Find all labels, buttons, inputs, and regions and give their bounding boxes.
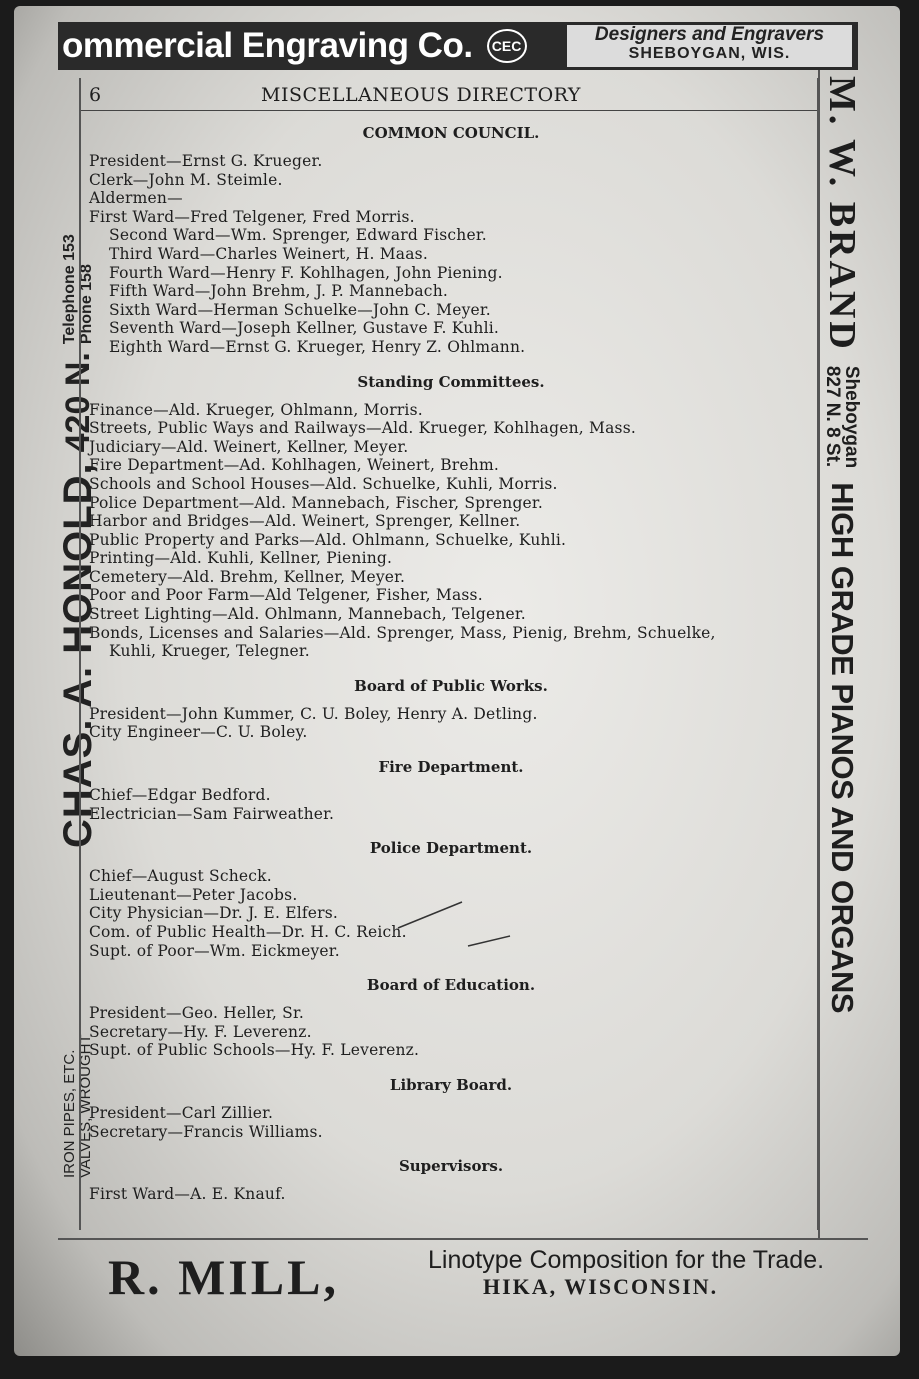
left-ad-products-line2: VALVES, WROUGHT xyxy=(77,1034,94,1178)
left-ad-phone-1: Telephone 153 xyxy=(61,234,78,345)
directory-entry: Sixth Ward—Herman Schuelke—John C. Meyer. xyxy=(109,300,491,319)
directory-entry: Finance—Ald. Krueger, Ohlmann, Morris. xyxy=(89,400,423,419)
left-ad-phone-2: Phone 158 xyxy=(78,264,95,345)
directory-entry: Eighth Ward—Ernst G. Krueger, Henry Z. Ohlmann. xyxy=(109,337,526,356)
right-ad-products: HIGH GRADE PIANOS AND ORGANS xyxy=(825,482,860,1014)
right-ad-city: Sheboygan xyxy=(841,365,862,469)
bottom-ad-tagline: Linotype Composition for the Trade. xyxy=(428,1246,825,1274)
top-ad-banner xyxy=(58,22,858,70)
page-title: MISCELLANEOUS DIRECTORY xyxy=(261,84,581,106)
directory-entry: Cemetery—Ald. Brehm, Kellner, Meyer. xyxy=(89,567,406,586)
directory-entry: Clerk—John M. Steimle. xyxy=(89,170,283,189)
section-heading: Board of Education. xyxy=(366,976,536,995)
directory-entry: Chief—Edgar Bedford. xyxy=(89,786,271,805)
directory-entry: Lieutenant—Peter Jacobs. xyxy=(89,885,298,904)
directory-entry: City Engineer—C. U. Boley. xyxy=(89,723,308,742)
directory-entry: Bonds, Licenses and Salaries—Ald. Sprenger, Mass, Pienig, Brehm, Schuelke, xyxy=(89,623,716,642)
bottom-ad-location: HIKA, WISCONSIN. xyxy=(483,1274,719,1299)
directory-entry: Judiciary—Ald. Weinert, Kellner, Meyer. xyxy=(89,437,409,456)
directory-entry: City Physician—Dr. J. E. Elfers. xyxy=(89,904,339,923)
directory-entry: Fourth Ward—Henry F. Kohlhagen, John Piening. xyxy=(109,263,503,282)
left-vertical-ad xyxy=(30,88,100,1228)
directory-entry: Com. of Public Health—Dr. H. C. Reich. xyxy=(89,923,407,941)
engraving-logo-icon: CEC xyxy=(487,29,527,63)
directory-entry: Police Department—Ald. Mannebach, Fischer, Sprenger. xyxy=(89,493,543,512)
right-ad-address: 827 N. 8 St. xyxy=(822,365,843,468)
right-ad-brand: M. W. BRAND xyxy=(821,76,863,352)
directory-entry: Aldermen— xyxy=(89,189,183,208)
section-heading: Police Department. xyxy=(369,839,533,858)
right-vertical-ad xyxy=(818,70,868,1240)
directory-entry: Public Property and Parks—Ald. Ohlmann, Schuelke, Kuhli. xyxy=(89,530,567,549)
page-number: 6 xyxy=(89,84,102,106)
directory-entry: President—Carl Zillier. xyxy=(89,1103,274,1122)
directory-entry: Kuhli, Krueger, Telegner. xyxy=(109,642,310,661)
section-heading: Supervisors. xyxy=(398,1157,504,1176)
directory-entry: Street Lighting—Ald. Ohlmann, Mannebach, Telgener. xyxy=(89,605,526,624)
left-ad-address: 420 N. xyxy=(58,352,97,453)
engraving-tagline: Designers and Engravers xyxy=(594,24,825,45)
directory-content xyxy=(89,118,813,1214)
directory-entry: Secretary—Francis Williams. xyxy=(89,1122,323,1141)
directory-entry: Electrician—Sam Fairweather. xyxy=(89,804,335,823)
section-heading: Board of Public Works. xyxy=(354,676,548,695)
bottom-ad-name: R. MILL, xyxy=(108,1249,339,1305)
engraving-company-name: ommercial Engraving Co. xyxy=(62,26,473,65)
directory-column xyxy=(79,78,819,1230)
section-heading: Library Board. xyxy=(389,1075,513,1094)
section-heading: Standing Committees. xyxy=(357,372,545,391)
right-ad-city-block xyxy=(823,366,861,468)
directory-entry: First Ward—Fred Telgener, Fred Morris. xyxy=(89,207,415,226)
left-ad-products-line1: IRON PIPES, ETC. xyxy=(61,1049,78,1178)
engraving-tagline-box xyxy=(567,25,852,67)
directory-entry: Streets, Public Ways and Railways—Ald. Krueger, Kohlhagen, Mass. xyxy=(89,419,636,438)
section-heading: Fire Department. xyxy=(378,758,524,777)
directory-entry: First Ward—A. E. Knauf. xyxy=(89,1185,286,1204)
directory-entry: President—John Kummer, C. U. Boley, Henry A. Detling. xyxy=(89,704,538,723)
directory-entry: Harbor and Bridges—Ald. Weinert, Sprenger, Kellner. xyxy=(89,512,521,531)
directory-entry: President—Ernst G. Krueger. xyxy=(89,152,323,170)
directory-entry: Seventh Ward—Joseph Kellner, Gustave F. Kuhli. xyxy=(109,319,500,338)
directory-entry: Third Ward—Charles Weinert, H. Maas. xyxy=(109,244,428,263)
bottom-ad-banner xyxy=(58,1238,868,1310)
directory-entry: Supt. of Poor—Wm. Eickmeyer. xyxy=(89,941,340,960)
directory-entry: Poor and Poor Farm—Ald Telgener, Fisher, Mass. xyxy=(89,586,483,605)
directory-entry: Supt. of Public Schools—Hy. F. Leverenz. xyxy=(89,1041,420,1060)
directory-entry: Fire Department—Ad. Kohlhagen, Weinert, Brehm. xyxy=(89,456,499,475)
directory-entry: Chief—August Scheck. xyxy=(89,867,272,886)
page-header xyxy=(81,84,817,111)
section-heading: COMMON COUNCIL. xyxy=(362,124,540,142)
directory-entry: Printing—Ald. Kuhli, Kellner, Piening. xyxy=(89,549,393,568)
left-ad-name: CHAS. A. HONOLD, xyxy=(55,462,100,848)
directory-entry: Schools and School Houses—Ald. Schuelke, Kuhli, Morris. xyxy=(89,474,558,493)
directory-entry: Secretary—Hy. F. Leverenz. xyxy=(89,1022,312,1041)
directory-entry: President—Geo. Heller, Sr. xyxy=(89,1004,304,1023)
directory-entry: Fifth Ward—John Brehm, J. P. Mannebach. xyxy=(109,282,448,301)
directory-entry: Second Ward—Wm. Sprenger, Edward Fischer. xyxy=(109,226,487,245)
engraving-location: SHEBOYGAN, WIS. xyxy=(628,45,791,62)
